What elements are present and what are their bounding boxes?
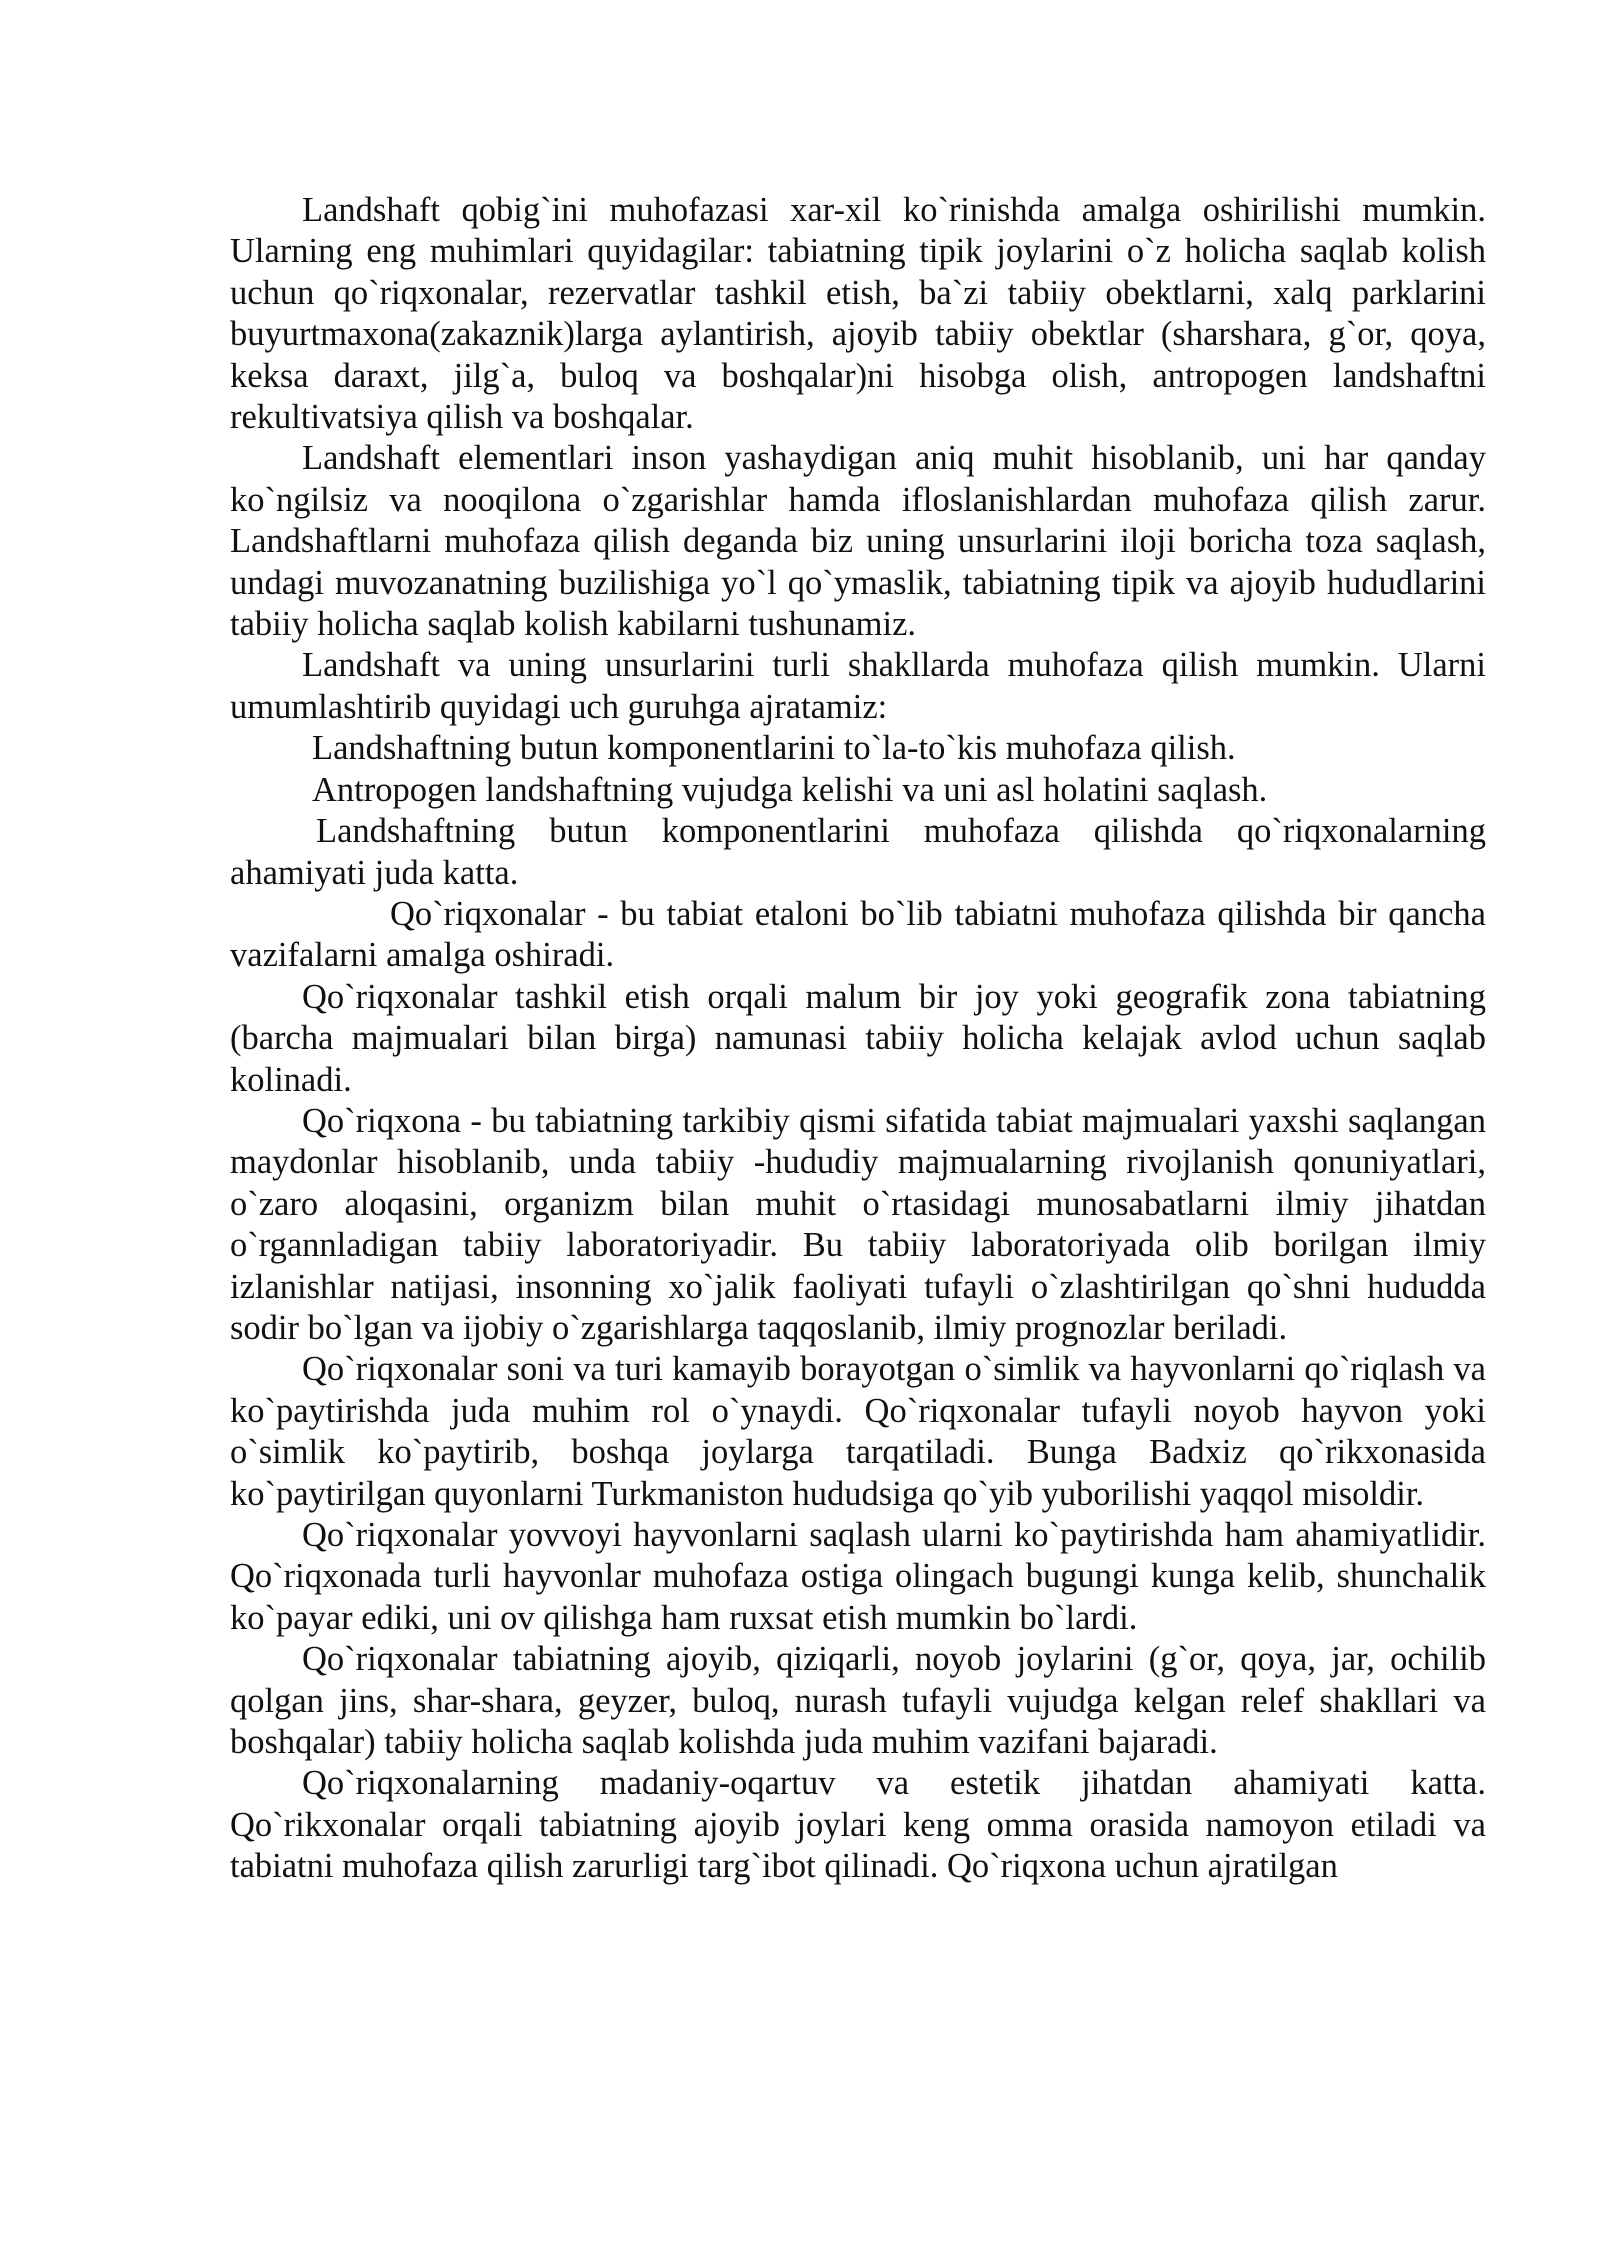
paragraph-qoriqxona-laboratoriya: Qo`riqxona - bu tabiatning tarkibiy qismi sifatida tabiat majmualari yaxshi saqlangan maydonlar hisoblanib, unda tabiiy -hududiy majmualarning rivojlanish qonuniyatlari, o`zaro aloqasini, organizm bilan muhit o`rtasidagi munosabatlarni ilmiy jihatdan o`rgannladigan tabiiy laboratoriyadir. Bu tabiiy laboratoriyada olib borilgan ilmiy izlanishlar natijasi, insonning xo`jalik faoliyati tufayli o`zlashtirilgan qo`shni hududda sodir bo`lgan va ijobiy o`zgarishlarga taqqoslanib, ilmiy prognozlar beriladi.: [230, 1101, 1486, 1347]
paragraph-qoriqxona-etalon: Qo`riqxonalar - bu tabiat etaloni bo`lib tabiatni muhofaza qilishda bir qancha vazifalarni amalga oshiradi.: [230, 894, 1486, 975]
paragraph-qoriqxona-hayvonlar: Qo`riqxonalar yovvoyi hayvonlarni saqlash ularni ko`paytirishda ham ahamiyatlidir. Qo`riqxonada turli hayvonlar muhofaza ostiga olingach bugungi kunga kelib, shunchalik ko`payar ediki, uni ov qilishga ham ruxsat etish mumkin bo`lardi.: [230, 1516, 1486, 1637]
paragraph-qoriqxona-madaniy: Qo`riqxonalarning madaniy-oqartuv va estetik jihatdan ahamiyati katta. Qo`rikxonalar orqali tabiatning ajoyib joylari keng omma orasida namoyon etiladi va tabiatni muhofaza qilish zarurligi targ`ibot qilinadi. Qo`riqxona uchun ajratilgan: [230, 1764, 1486, 1886]
paragraph-muhofaza-shakllari: Landshaft va uning unsurlarini turli shakllarda muhofaza qilish mumkin. Ularni umumlashtirib quyidagi uch guruhga ajratamiz:: [230, 646, 1486, 726]
paragraph-qoriqxona-noyob-joylar: Qo`riqxonalar tabiatning ajoyib, qiziqarli, noyob joylarini (g`or, qoya, jar, ochilib qolgan jins, shar-shara, geyzer, buloq, nurash tufayli vujudga kelgan relef shakllari va boshqalar) tabiiy holicha saqlab kolishda juda muhim vazifani bajaradi.: [230, 1640, 1486, 1762]
list-item-2: Antropogen landshaftning vujudga kelishi va uni asl holatini saqlash.: [312, 770, 1268, 809]
list-item-1: Landshaftning butun komponentlarini to`la-to`kis muhofaza qilish.: [312, 729, 1236, 768]
list-item-3: Landshaftning butun komponentlarini muhofaza qilishda qo`riqxonalarning ahamiyati juda katta.: [230, 812, 1486, 892]
paragraph-landshaft-muhofazasi: Landshaft qobig`ini muhofazasi xar-xil ko`rinishda amalga oshirilishi mumkin. Ularning eng muhimlari quyidagilar: tabiatning tipik joylarini o`z holicha saqlab kolish uchun qo`riqxonalar, rezervatlar tashkil etish, ba`zi tabiiy obektlarni, xalq parklarini buyurtmaxona(zakaznik)larga aylantirish, ajoyib tabiiy obektlar (sharshara, g`or, qoya, keksa daraxt, jilg`a, buloq va boshqalar)ni hisobga olish, antropogen landshaftni rekultivatsiya qilish va boshqalar.: [230, 191, 1486, 437]
paragraph-qoriqxona-turlar: Qo`riqxonalar soni va turi kamayib borayotgan o`simlik va hayvonlarni qo`riqlash va ko`paytirishda juda muhim rol o`ynaydi. Qo`riqxonalar tufayli noyob hayvon yoki o`simlik ko`paytirib, boshqa joylarga tarqatiladi. Bunga Badxiz qo`rikxonasida ko`paytirilgan quyonlarni Turkmaniston hududsiga qo`yib yuborilishi yaqqol misoldir.: [230, 1350, 1486, 1513]
paragraph-landshaft-elementlari: Landshaft elementlari inson yashaydigan aniq muhit hisoblanib, uni har qanday ko`ngilsiz va nooqilona o`zgarishlar hamda ifloslanishlardan muhofaza qilish zarur. Landshaftlarni muhofaza qilish deganda biz uning unsurlarini iloji boricha toza saqlash, undagi muvozanatning buzilishiga yo`l qo`ymaslik, tabiatning tipik va ajoyib hududlarini tabiiy holicha saqlab kolish kabilarni tushunamiz.: [230, 439, 1486, 644]
document-page: [230, 190, 1486, 1888]
paragraph-qoriqxona-tashkil: Qo`riqxonalar tashkil etish orqali malum bir joy yoki geografik zona tabiatning (barcha majmualari bilan birga) namunasi tabiiy holicha kelajak avlod uchun saqlab kolinadi.: [230, 977, 1486, 1099]
